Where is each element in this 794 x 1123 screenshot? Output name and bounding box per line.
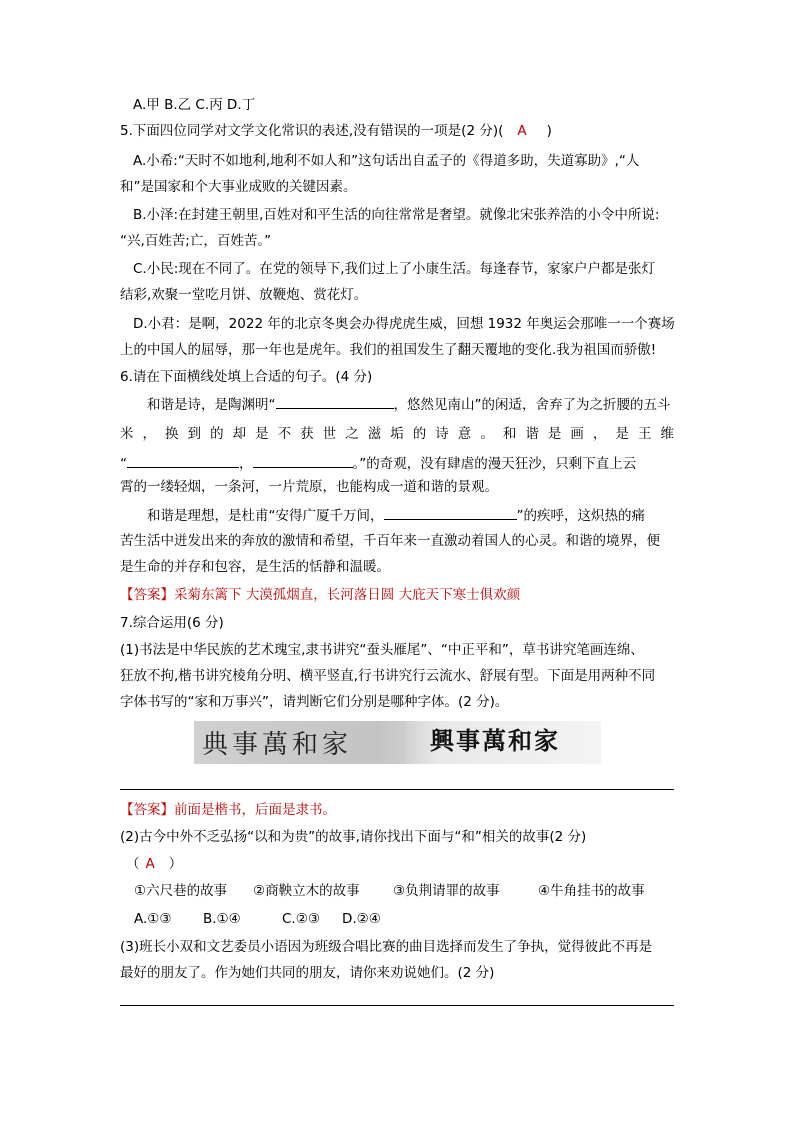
calligraphy-image	[194, 721, 601, 764]
q7-sub2-close: ）	[168, 856, 183, 872]
q6-text: 和谐是诗，是陶渊明“	[147, 397, 276, 413]
q6-para1-line4: 霄的一缕轻烟，一条河，一片荒原，也能构成一道和谐的景观。	[120, 479, 498, 495]
q7-sub2-answer: A	[145, 856, 155, 872]
q6-text: 和谐是理想，是杜甫“安得广厦千万间，	[147, 508, 384, 524]
q5-option-a-line2: 和”是国家和个大事业成败的关键因素。	[120, 179, 357, 195]
q7-sub1-line1: (1)书法是中华民族的艺术瑰宝,隶书讲究“蚕头雁尾”、“中正平和”，草书讲究笔画连绵、	[120, 642, 644, 658]
story-item: ④牛角挂书的故事	[538, 883, 645, 899]
q6-text: ，	[239, 456, 253, 472]
calligraphy-graphic	[194, 721, 601, 764]
q5-option-b-line2: “兴,百姓苦;亡，百姓苦。”	[120, 233, 272, 249]
q7-sub1-answer: 【答案】前面是楷书，后面是隶书。	[120, 802, 336, 818]
q5-option-a-line1: A.小希:“天时不如地利,地利不如人和”这句话出自孟子的《得道多助，失道寡助》,“人	[133, 153, 640, 169]
q6-para1-line2: 米，换到的却是不获世之滋垢的诗意。和谐是画，是王维	[120, 426, 674, 442]
calligraphy-lishu: 興事萬和家	[430, 726, 560, 755]
story-item: ①六尺巷的故事	[134, 883, 228, 899]
q5-option-b-line1: B.小泽:在封建王朝里,百姓对和平生活的向往常常是奢望。就像北宋张养浩的小令中所说:	[133, 207, 660, 223]
q6-answer: 【答案】采菊东篱下 大漠孤烟直，长河落日圆 大庇天下寒士俱欢颜	[120, 587, 521, 603]
q5-option-d-line2: 上的中国人的屈辱，那一年也是虎年。我们的祖国发生了翻天覆地的变化.我为祖国而骄傲!	[120, 342, 657, 358]
q7-sub1-line3: 字体书写的“家和万事兴”，请判断它们分别是哪种字体。(2 分)。	[120, 694, 509, 710]
story-item: ③负荆请罪的故事	[393, 883, 500, 899]
q6-text: “	[120, 456, 127, 472]
q5-stem	[120, 121, 552, 141]
answer-blank-2[interactable]	[127, 453, 239, 468]
answer-blank-4[interactable]	[384, 505, 517, 520]
story-item: ②商鞅立木的故事	[253, 883, 360, 899]
q6-stem: 6.请在下面横线处填上合适的句子。(4 分)	[120, 369, 373, 385]
q6-text: ”的疾呼，这炽热的痛	[516, 508, 645, 524]
q5-option-d-line1: D.小君：是啊，2022 年的北京冬奥会办得虎虎生威，回想 1932 年奥运会那唯一一个赛场	[133, 316, 675, 332]
q5-stem-text: 5.下面四位同学对文学文化常识的表述,没有错误的一项是(2 分)(	[120, 123, 504, 139]
q7-sub3-line1: (3)班长小双和文艺委员小语因为班级合唱比赛的曲目选择而发生了争执，觉得彼此不再是	[120, 939, 653, 955]
q7-sub3-line2: 最好的朋友了。作为她们共同的朋友，请你来劝说她们。(2 分)	[120, 965, 495, 981]
q6-para2-line3: 是生命的并存和包容，是生活的恬静和温暖。	[120, 559, 390, 575]
calligraphy-kaishu: 典事萬和家	[202, 730, 353, 760]
q7-sub2-answer-row	[126, 854, 182, 874]
choice-option: B.①④	[203, 911, 241, 927]
q4-options: A.甲 B.乙 C.丙 D.丁	[133, 97, 256, 113]
q5-option-c-line2: 结彩,欢聚一堂吃月饼、放鞭炮、赏花灯。	[120, 287, 368, 303]
answer-blank-1[interactable]	[276, 394, 394, 409]
q7-sub1-line2: 狂放不拘,楷书讲究棱角分明、横平竖直,行书讲究行云流水、舒展有型。下面是用两种不同	[120, 668, 656, 684]
q7-stem: 7.综合运用(6 分)	[120, 615, 224, 631]
q6-para1-line1	[147, 394, 671, 415]
q5-close: )	[546, 123, 552, 139]
q6-text: 。”的奇观，没有肆虐的漫天狂沙，只剩下直上云	[352, 456, 637, 472]
q6-para1-line3	[120, 453, 636, 474]
q6-text: ，悠然见南山”的闲适，舍弃了为之折腰的五斗	[393, 397, 671, 413]
choice-option: A.①③	[134, 911, 172, 927]
q6-para2-line2: 苦生活中迸发出来的奔放的激情和希望，千百年来一直激动着国人的心灵。和谐的境界，便	[120, 533, 660, 549]
answer-line-2[interactable]	[120, 1005, 674, 1006]
answer-blank-3[interactable]	[253, 453, 353, 468]
q5-option-c-line1: C.小民:现在不同了。在党的领导下,我们过上了小康生活。每逢春节，家家户户都是张灯	[133, 261, 656, 277]
q7-sub2-open: （	[126, 856, 140, 872]
q7-sub2-stem: (2)古今中外不乏弘扬“以和为贵”的故事,请你找出下面与“和”相关的故事(2 分)	[120, 829, 587, 845]
q6-para2-line1	[147, 505, 645, 526]
choice-option: D.②④	[342, 911, 381, 927]
q5-answer: A	[517, 123, 527, 139]
answer-line-1[interactable]	[120, 789, 674, 790]
choice-option: C.②③	[282, 911, 320, 927]
